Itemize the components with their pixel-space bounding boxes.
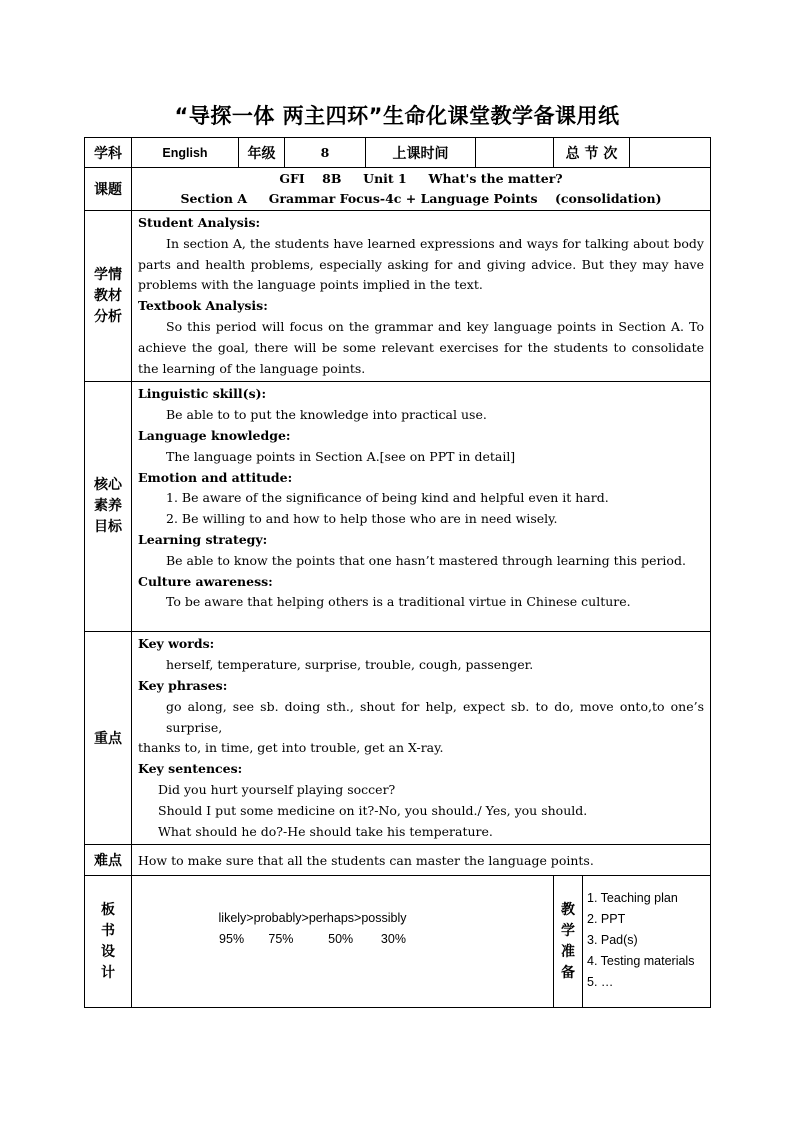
focus-row: [85, 632, 711, 845]
difficulty-label: 难点: [85, 845, 132, 876]
core-label-line-2: 素养: [94, 498, 122, 515]
board-design-content: [132, 876, 554, 1008]
core-goals-label: [85, 382, 132, 632]
culture-heading: Culture awareness:: [138, 573, 273, 589]
topic-line-2: Section A Grammar Focus-4c + Language Points (consolidation): [180, 191, 662, 206]
page-title: “导探一体 两主四环”生命化课堂教学备课用纸: [174, 104, 620, 128]
header-row: [85, 138, 711, 168]
prep-item-4: 4. Testing materials: [587, 954, 695, 969]
analysis-label-line-2: 教材: [94, 287, 122, 304]
textbook-analysis-heading: Textbook Analysis:: [138, 298, 268, 314]
teaching-prep-list: [583, 876, 698, 1007]
analysis-label-line-3: 分析: [94, 308, 122, 325]
student-analysis-heading: Student Analysis:: [138, 215, 261, 230]
difficulty-text: How to make sure that all the students can master the language points.: [132, 845, 711, 876]
analysis-row: [85, 211, 711, 382]
focus-content: [132, 632, 711, 845]
focus-label: 重点: [85, 632, 132, 845]
board-design-label: [85, 876, 132, 1008]
prep-item-5: 5. …: [587, 975, 614, 990]
total-periods-value: [630, 138, 711, 168]
textbook-analysis-text: So this period will focus on the grammar and key language points in Section A. To achieve the goal, there will be some relevant exercises for the students to consolidate the learning of the language points.: [138, 318, 704, 376]
grade-label: 年级: [239, 138, 285, 168]
subject-value: English: [132, 138, 239, 168]
prep-cell: [554, 876, 711, 1008]
core-label-line-1: 核心: [94, 477, 122, 494]
prep-label-char-2: 学: [561, 922, 575, 939]
analysis-label: [85, 211, 132, 382]
grade-value: 8: [285, 138, 366, 168]
key-words-heading: Key words:: [138, 636, 215, 652]
culture-text: To be aware that helping others is a traditional virtue in Chinese culture.: [166, 594, 631, 610]
student-analysis-text: In section A, the students have learned expressions and ways for talking about body parts and health problems, especially asking for and giving advice. But they may have problems with the language points implied in the text.: [138, 235, 704, 293]
core-goals-content: [132, 382, 711, 632]
prep-item-3: 3. Pad(s): [587, 933, 638, 948]
subject-label: 学科: [85, 138, 132, 168]
board-label-char-2: 书: [101, 922, 115, 939]
linguistic-heading: Linguistic skill(s):: [138, 386, 267, 402]
linguistic-text: Be able to to put the knowledge into practical use.: [166, 407, 487, 423]
board-label-char-4: 计: [101, 964, 115, 981]
total-periods-label: 总 节 次: [554, 138, 630, 168]
analysis-label-line-1: 学情: [94, 266, 122, 283]
knowledge-heading: Language knowledge:: [138, 427, 291, 443]
class-time-value: [476, 138, 554, 168]
board-line-1: likely>probably>perhaps>possibly: [218, 911, 407, 926]
strategy-text: Be able to know the points that one hasn’t mastered through learning this period.: [166, 552, 686, 568]
teaching-prep-label: [554, 876, 583, 1007]
lesson-plan-table: [84, 137, 711, 1008]
prep-item-2: 2. PPT: [587, 912, 626, 927]
key-phrases-heading: Key phrases:: [138, 677, 228, 693]
analysis-content: [132, 211, 711, 382]
board-label-char-3: 设: [101, 943, 115, 960]
board-row: [85, 876, 711, 1008]
key-sentence-1: Did you hurt yourself playing soccer?: [158, 781, 396, 797]
strategy-heading: Learning strategy:: [138, 531, 268, 547]
board-label-char-1: 板: [101, 901, 115, 918]
core-goals-row: [85, 382, 711, 632]
knowledge-text: The language points in Section A.[see on PPT in detail]: [166, 448, 516, 464]
class-time-label: 上课时间: [366, 138, 476, 168]
prep-item-1: 1. Teaching plan: [587, 891, 678, 906]
prep-label-char-3: 准: [561, 943, 575, 960]
prep-label-char-1: 教: [561, 901, 575, 918]
key-sentences-heading: Key sentences:: [138, 761, 243, 777]
prep-label-char-4: 备: [561, 964, 575, 981]
topic-content: [132, 168, 711, 211]
emotion-heading: Emotion and attitude:: [138, 469, 293, 485]
board-line-2: 95% 75% 50% 30%: [219, 932, 406, 947]
core-label-line-3: 目标: [94, 519, 122, 536]
topic-line-1: GFI 8B Unit 1 What's the matter?: [279, 171, 563, 186]
key-phrases-text-2: thanks to, in time, get into trouble, get an X-ray.: [138, 740, 444, 756]
key-sentence-3: What should he do?-He should take his temperature.: [158, 823, 493, 839]
difficulty-row: [85, 845, 711, 876]
topic-row: [85, 168, 711, 211]
topic-label: 课题: [85, 168, 132, 211]
key-sentence-2: Should I put some medicine on it?-No, you should./ Yes, you should.: [158, 802, 588, 818]
key-phrases-text-1: go along, see sb. doing sth., shout for help, expect sb. to do, move onto,to one’s surprise,: [166, 698, 704, 735]
emotion-item-1: 1. Be aware of the significance of being kind and helpful even it hard.: [166, 490, 609, 506]
emotion-item-2: 2. Be willing to and how to help those who are in need wisely.: [166, 511, 558, 527]
key-words-text: herself, temperature, surprise, trouble, cough, passenger.: [166, 657, 534, 673]
